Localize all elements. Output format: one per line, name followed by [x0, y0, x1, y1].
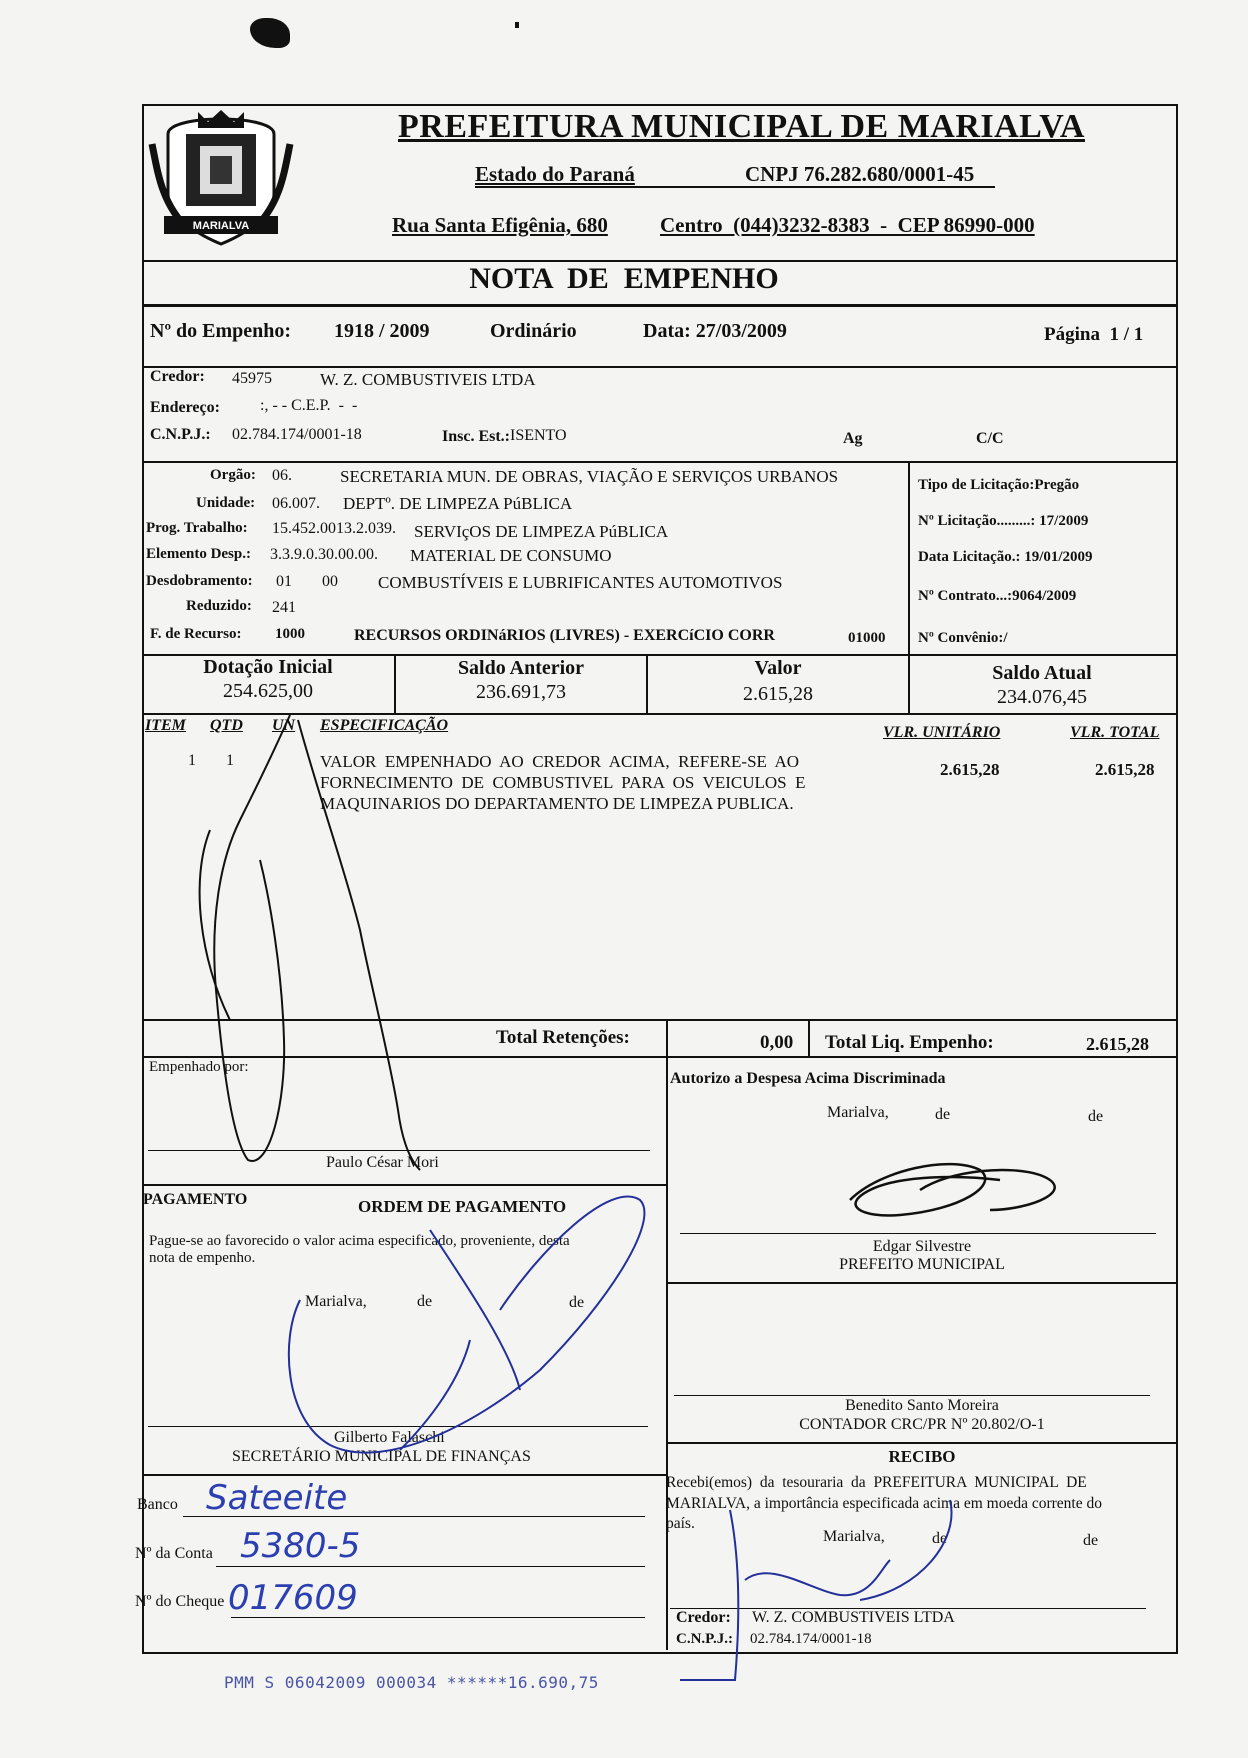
- desdobramento-label: Desdobramento:: [146, 573, 253, 589]
- item-qtd: 1: [226, 752, 234, 769]
- orgao-label: Orgão:: [210, 467, 256, 483]
- credor-cnpj-value: 02.784.174/0001-18: [232, 426, 362, 443]
- empenho-label: Nº do Empenho:: [150, 320, 292, 342]
- empenhado-por-label: Empenhado por:: [149, 1059, 249, 1075]
- divider: [142, 713, 1176, 715]
- col-header-especificacao: ESPECIFICAÇÃO: [320, 717, 449, 734]
- state-label: Estado do Paraná: [475, 162, 635, 186]
- divider: [142, 304, 1176, 307]
- saldo-atual-value: 234.076,45: [997, 686, 1087, 708]
- reduzido-label: Reduzido:: [186, 598, 252, 614]
- total-liquido-value: 2.615,28: [1086, 1034, 1149, 1054]
- empenho-date: Data: 27/03/2009: [643, 320, 787, 342]
- total-retencoes-value: 0,00: [760, 1032, 794, 1053]
- credor-code: 45975: [232, 370, 272, 387]
- prefeito-role: PREFEITO MUNICIPAL: [839, 1256, 1005, 1273]
- credor-name: W. Z. COMBUSTIVEIS LTDA: [320, 370, 536, 389]
- scan-blot: [250, 18, 290, 48]
- pagamento-de1: de: [417, 1293, 433, 1310]
- divider: [142, 1056, 1176, 1058]
- valor-value: 2.615,28: [743, 683, 813, 705]
- pagamento-city: Marialva,: [305, 1293, 367, 1310]
- pagamento-label: PAGAMENTO: [143, 1191, 248, 1208]
- orgao-desc: SECRETARIA MUN. DE OBRAS, VIAÇÃO E SERVIÇOS URBANOS: [340, 467, 839, 486]
- recibo-cnpj-value: 02.784.174/0001-18: [750, 1631, 872, 1647]
- saldo-atual-label: Saldo Atual: [992, 662, 1092, 684]
- fonte-recurso-label: F. de Recurso:: [150, 626, 242, 642]
- dotacao-label: Dotação Inicial: [203, 656, 333, 678]
- insc-value: ISENTO: [510, 427, 567, 444]
- elemento-label: Elemento Desp.:: [146, 546, 251, 562]
- recibo-credor-name: W. Z. COMBUSTIVEIS LTDA: [752, 1609, 955, 1626]
- item-spec-line1: VALOR EMPENHADO AO CREDOR ACIMA, REFERE-SE AO: [320, 752, 800, 771]
- empenhado-por-name: Paulo César Mori: [326, 1154, 439, 1171]
- divider: [142, 461, 1176, 463]
- cnpj-label: CNPJ 76.282.680/0001-45: [745, 162, 975, 186]
- data-licitacao: Data Licitação.: 19/01/2009: [918, 549, 1093, 565]
- signature-line: [148, 1426, 648, 1427]
- recibo-text-line2: MARIALVA, a importância especificada acima em moeda corrente do: [666, 1495, 1102, 1512]
- divider: [908, 461, 910, 655]
- item-total-value: 2.615,28: [1095, 760, 1155, 779]
- divider: [666, 1282, 1176, 1284]
- divider: [142, 1019, 1176, 1021]
- prefeito-name: Edgar Silvestre: [872, 1238, 972, 1255]
- elemento-code: 3.3.9.0.30.00.00.: [270, 546, 378, 563]
- divider: [666, 1056, 668, 1650]
- unidade-code: 06.007.: [272, 495, 320, 512]
- empenho-number: 1918 / 2009: [334, 320, 430, 342]
- conta-line: [216, 1566, 645, 1567]
- pagamento-text-line1: Pague-se ao favorecido o valor acima especificado, proveniente, desta: [149, 1233, 570, 1249]
- page-title: PREFEITURA MUNICIPAL DE MARIALVA: [398, 108, 1085, 145]
- prog-label: Prog. Trabalho:: [146, 520, 248, 536]
- recibo-de1: de: [932, 1530, 948, 1547]
- divider: [666, 1021, 668, 1058]
- pagamento-de2: de: [569, 1294, 585, 1311]
- desdobramento-code1: 01: [276, 573, 292, 590]
- contador-role: CONTADOR CRC/PR Nº 20.802/O-1: [799, 1416, 1045, 1433]
- recibo-de2: de: [1083, 1532, 1099, 1549]
- unidade-desc: DEPTº. DE LIMPEZA PúBLICA: [343, 494, 573, 513]
- fonte-recurso-code: 1000: [275, 626, 305, 642]
- autorizo-de2: de: [1088, 1108, 1104, 1125]
- prog-code: 15.452.0013.2.039.: [272, 520, 396, 537]
- phone-cep-label: Centro (044)3232-8383 - CEP 86990-000: [660, 213, 1035, 237]
- scan-dot: [515, 22, 519, 28]
- autorizo-city: Marialva,: [827, 1104, 889, 1121]
- municipal-crest-icon: [148, 104, 294, 252]
- reduzido-value: 241: [272, 599, 296, 616]
- orgao-code: 06.: [272, 467, 292, 484]
- divider: [142, 1184, 666, 1186]
- secretario-role: SECRETÁRIO MUNICIPAL DE FINANÇAS: [232, 1448, 531, 1465]
- numero-contrato: Nº Contrato...:9064/2009: [918, 588, 1077, 604]
- desdobramento-desc: COMBUSTÍVEIS E LUBRIFICANTES AUTOMOTIVOS: [378, 573, 783, 592]
- saldo-anterior-value: 236.691,73: [476, 681, 566, 703]
- valor-label: Valor: [754, 657, 802, 679]
- credor-cnpj-label: C.N.P.J.:: [150, 426, 211, 443]
- tipo-licitacao: Tipo de Licitação:Pregão: [918, 477, 1080, 493]
- recibo-label: RECIBO: [888, 1447, 956, 1466]
- signature-line: [148, 1150, 650, 1151]
- numero-convenio: Nº Convênio:/: [918, 630, 1008, 646]
- desdobramento-code2: 00: [322, 573, 338, 590]
- item-number: 1: [188, 752, 196, 769]
- contador-name: Benedito Santo Moreira: [845, 1397, 999, 1414]
- item-unit-value: 2.615,28: [940, 760, 1000, 779]
- conta-corrente-label: C/C: [976, 430, 1004, 447]
- autorizo-de1: de: [935, 1106, 951, 1123]
- recibo-credor-label: Credor:: [676, 1609, 731, 1626]
- col-header-item: ITEM: [145, 717, 186, 734]
- conta-handwritten: 5380-5: [240, 1526, 361, 1566]
- divider: [142, 366, 1176, 368]
- cheque-handwritten: 017609: [228, 1578, 358, 1618]
- prog-desc: SERVIçOS DE LIMPEZA PúBLICA: [414, 522, 669, 541]
- signature-line: [680, 1233, 1156, 1234]
- page-number: Página 1 / 1: [1044, 324, 1144, 345]
- unidade-label: Unidade:: [196, 495, 256, 511]
- endereco-value: :, - - C.E.P. - -: [260, 397, 358, 414]
- document-title: NOTA DE EMPENHO: [469, 262, 779, 295]
- total-retencoes-label: Total Retenções:: [496, 1027, 630, 1048]
- endereco-label: Endereço:: [150, 399, 220, 416]
- elemento-desc: MATERIAL DE CONSUMO: [410, 546, 612, 565]
- conta-label: Nº da Conta: [135, 1545, 213, 1562]
- banco-handwritten: Sateeite: [206, 1478, 348, 1518]
- col-header-qtd: QTD: [210, 717, 243, 734]
- total-liquido-label: Total Liq. Empenho:: [825, 1032, 994, 1053]
- recibo-city: Marialva,: [823, 1528, 885, 1545]
- pagamento-text-line2: nota de empenho.: [149, 1250, 256, 1266]
- item-spec-line3: MAQUINARIOS DO DEPARTAMENTO DE LIMPEZA PUBLICA.: [320, 794, 794, 813]
- cheque-label: Nº do Cheque: [135, 1593, 225, 1610]
- col-header-vlr-total: VLR. TOTAL: [1070, 724, 1160, 741]
- divider: [666, 1442, 1176, 1444]
- saldo-anterior-label: Saldo Anterior: [457, 657, 585, 679]
- signature-line: [674, 1395, 1150, 1396]
- recibo-cnpj-label: C.N.P.J.:: [676, 1631, 733, 1647]
- bank-stamp: PMM S 06042009 000034 ******16.690,75: [224, 1673, 599, 1692]
- banco-label: Banco: [137, 1496, 178, 1513]
- ordem-pagamento-label: ORDEM DE PAGAMENTO: [358, 1197, 567, 1216]
- fonte-recurso-desc: RECURSOS ORDINáRIOS (LIVRES) - EXERCíCIO CORR: [354, 627, 775, 644]
- agencia-label: Ag: [843, 430, 863, 447]
- dotacao-value: 254.625,00: [223, 680, 313, 702]
- col-header-vlr-unitario: VLR. UNITÁRIO: [883, 724, 1001, 741]
- divider: [142, 1474, 666, 1476]
- fonte-recurso-code2: 01000: [848, 630, 886, 646]
- insc-label: Insc. Est.:: [442, 428, 511, 445]
- item-spec-line2: FORNECIMENTO DE COMBUSTIVEL PARA OS VEICULOS E: [320, 773, 806, 792]
- svg-text:MARIALVA: MARIALVA: [192, 220, 250, 232]
- empenho-type: Ordinário: [490, 320, 577, 342]
- numero-licitacao: Nº Licitação.........: 17/2009: [918, 513, 1089, 529]
- col-header-un: UN: [272, 717, 296, 734]
- autorizo-label: Autorizo a Despesa Acima Discriminada: [670, 1070, 946, 1087]
- credor-label: Credor:: [150, 368, 205, 385]
- recibo-text-line1: Recebi(emos) da tesouraria da PREFEITURA MUNICIPAL DE: [666, 1474, 1087, 1491]
- divider: [808, 1021, 810, 1058]
- secretario-name: Gilberto Falaschi: [334, 1429, 445, 1446]
- address-label: Rua Santa Efigênia, 680: [392, 213, 608, 237]
- recibo-text-line3: país.: [666, 1515, 695, 1532]
